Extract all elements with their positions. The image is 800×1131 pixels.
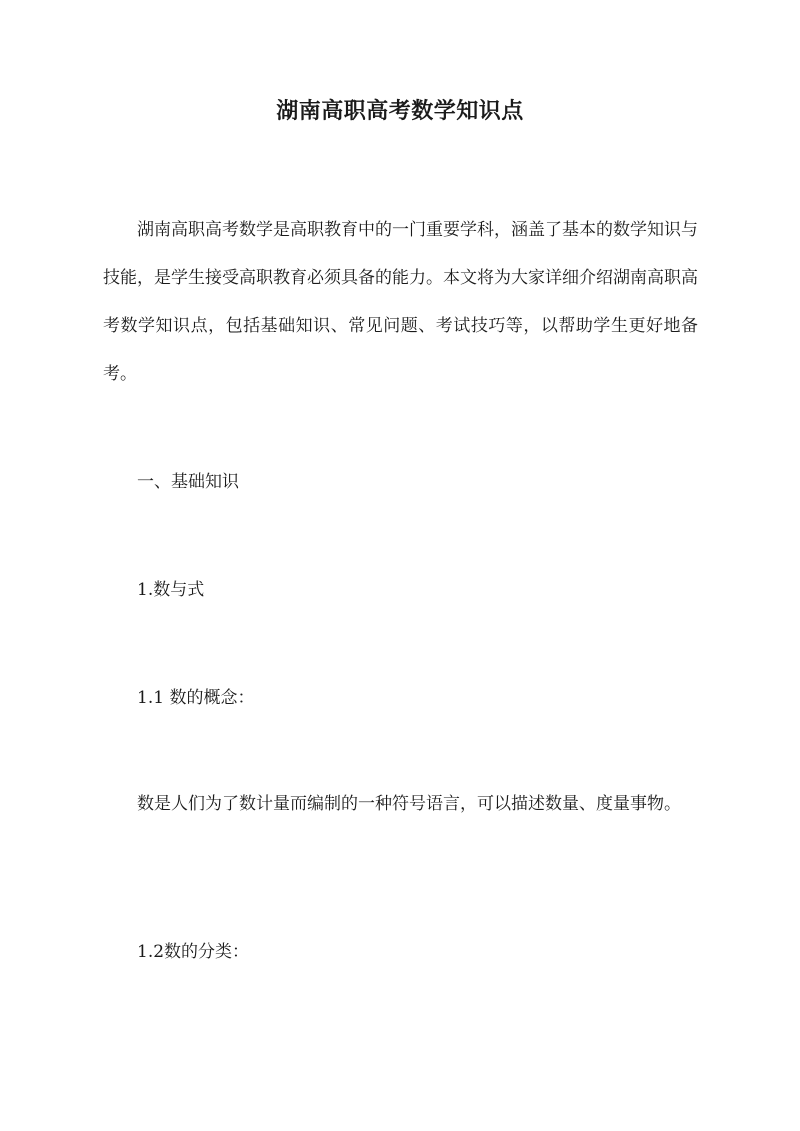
document-title: 湖南高职高考数学知识点 — [276, 98, 524, 124]
number-concept-paragraph: 数是人们为了数计量而编制的一种符号语言，可以描述数量、度量事物。 — [137, 794, 681, 814]
subsection-heading-number-classification: 1.2数的分类： — [137, 942, 250, 962]
intro-paragraph: 湖南高职高考数学是高职教育中的一门重要学科，涵盖了基本的数学知识与技能，是学生接受高职教育必须具备的能力。本文将为大家详细介绍湖南高职高考数学知识点，包括基础知识、常见问题、考试技巧等，以帮助学生更好地备考。 — [103, 220, 698, 384]
subsection-heading-numbers-expressions: 1.数与式 — [137, 580, 205, 600]
section-heading-basics: 一、基础知识 — [137, 472, 239, 492]
subsection-heading-number-concept: 1.1 数的概念： — [137, 688, 255, 708]
